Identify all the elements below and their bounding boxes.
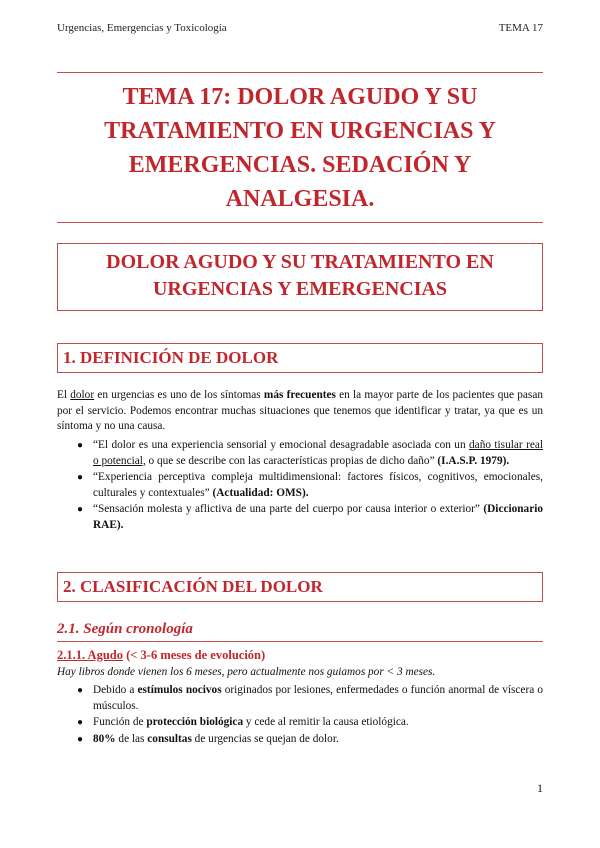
header-subject: Urgencias, Emergencias y Toxicología: [57, 22, 227, 34]
acute-item-consultations: ● 80% de las consultas de urgencias se quejan de dolor.: [57, 732, 543, 748]
acute-item-protection: ● Función de protección biológica y cede al remitir la causa etiológica.: [57, 715, 543, 731]
subsection-2-1: 2.1. Según cronología: [57, 621, 193, 637]
header-topic: TEMA 17: [498, 22, 543, 34]
bullet-icon: ●: [77, 717, 84, 728]
bullet-icon: ●: [77, 733, 84, 745]
acute-item-stimuli: ● Debido a estímulos nocivos originados por lesiones, enfermedades o función anormal de víscera o músculos.: [77, 684, 543, 712]
definition-list: [57, 438, 543, 534]
bullet-icon: ●: [77, 472, 84, 483]
section1-heading: 1. DEFINICIÓN DE DOLOR: [57, 343, 543, 373]
bullet-icon: ●: [77, 685, 84, 696]
subtitle-box: [57, 243, 543, 311]
page-title: TEMA 17: DOLOR AGUDO Y SU TRATAMIENTO EN URGENCIAS Y EMERGENCIAS. SEDACIÓN Y ANALGESIA.: [104, 84, 496, 212]
subtitle-line-2: URGENCIAS Y EMERGENCIAS: [152, 278, 448, 300]
section1-intro: El dolor en urgencias es uno de los síntomas más frecuentes en la mayor parte de los pacientes que pasan por el servicio. Podemos encontrar muchas situaciones que tenemos que identificar y tratar, ya que es un síntoma y no una causa.: [57, 389, 543, 432]
subsection-rule: [57, 641, 543, 642]
title-top-rule: [57, 72, 543, 73]
dolor-link: dolor: [70, 389, 95, 401]
definition-iasp: ● “El dolor es una experiencia sensorial y emocional desagradable asociada con un daño tisular real o potencial, o que se describe con las características propias de dicho daño” (I.A.S.P. 1979).: [77, 439, 543, 467]
section2-heading: 2. CLASIFICACIÓN DEL DOLOR: [57, 572, 543, 602]
definition-rae: ● “Sensación molesta y aflictiva de una parte del cuerpo por causa interior o exterior” (Diccionario RAE).: [77, 503, 543, 531]
acute-pain-list: [57, 683, 543, 748]
subsection-2-1-1: 2.1.1. Agudo (< 3-6 meses de evolución): [57, 648, 266, 662]
definition-oms: ● “Experiencia perceptiva compleja multidimensional: factores físicos, cognitivos, emocionales, culturales y contextuales” (Actualidad: OMS).: [77, 471, 543, 499]
page-header: [57, 22, 543, 38]
page-number: 1: [537, 781, 543, 795]
title-bottom-rule: [57, 222, 543, 223]
bullet-icon: ●: [77, 504, 84, 515]
chronology-note: Hay libros donde vienen los 6 meses, pero actualmente nos guiamos por < 3 meses.: [57, 666, 436, 678]
subtitle-line-1: DOLOR AGUDO Y SU TRATAMIENTO EN: [106, 251, 494, 273]
bullet-icon: ●: [77, 440, 84, 451]
